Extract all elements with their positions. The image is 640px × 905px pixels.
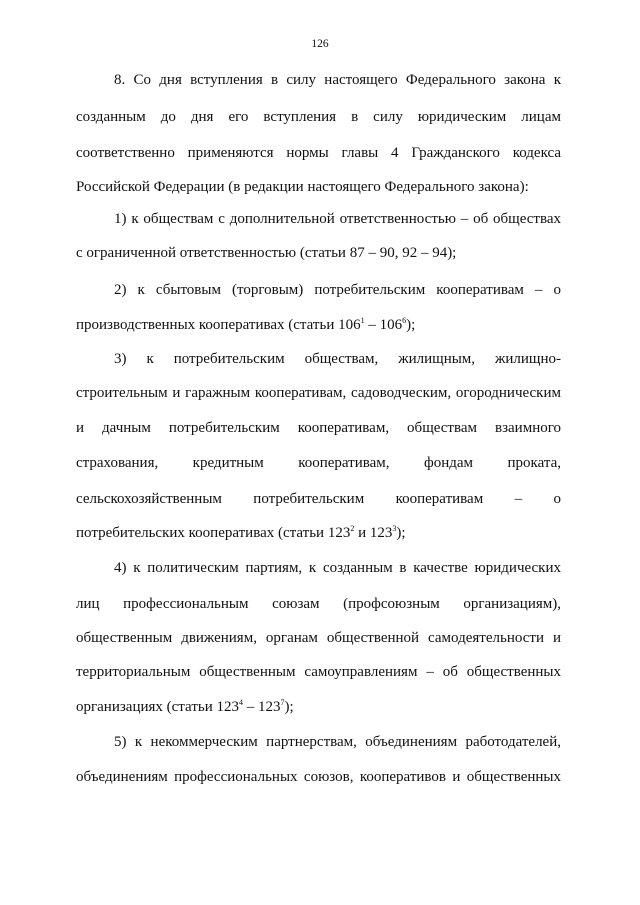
superscript: 3 [392, 524, 397, 533]
text-line: 2) к сбытовым (торговым) потребительским кооперативам – о [114, 282, 561, 298]
text-line: Российской Федерации (в редакции настоящего Федерального закона): [76, 179, 529, 195]
text-line: с ограниченной ответственностью (статьи 87 – 90, 92 – 94); [76, 245, 457, 261]
text-line [76, 523, 561, 543]
text-line: лиц профессиональным союзам (профсоюзным организациям), [76, 596, 561, 612]
text-line: соответственно применяются нормы главы 4 Гражданского кодекса [76, 145, 561, 161]
line-text: производственных кооперативах (статьи 106 [76, 317, 361, 333]
line-text: ); [284, 699, 294, 715]
superscript: 6 [402, 316, 407, 325]
line-text: – 123 [243, 699, 281, 715]
text-line: и дачным потребительским кооперативам, обществам взаимного [76, 420, 561, 436]
page-number: 126 [311, 38, 329, 50]
text-line: объединениям профессиональных союзов, кооперативов и общественных [76, 769, 561, 785]
text-line: 4) к политическим партиям, к созданным в качестве юридических [114, 560, 561, 576]
text-line: 3) к потребительским обществам, жилищным, жилищно- [114, 351, 561, 367]
text-line: общественным движениям, органам общественной самодеятельности и [76, 630, 561, 646]
superscript: 1 [360, 316, 365, 325]
superscript: 2 [350, 524, 355, 533]
line-text: – 106 [364, 317, 403, 333]
line-text: ); [406, 317, 416, 333]
line-text: ); [396, 525, 406, 541]
text-line: строительным и гаражным кооперативам, садоводческим, огородническим [76, 385, 561, 401]
superscript: 7 [280, 698, 285, 707]
line-text: потребительских кооперативах (статьи 123 [76, 525, 351, 541]
text-line: 1) к обществам с дополнительной ответственностью – об обществах [114, 211, 561, 227]
text-line: 5) к некоммерческим партнерствам, объединениям работодателей, [114, 734, 561, 750]
text-line: 8. Со дня вступления в силу настоящего Федерального закона к [114, 72, 561, 88]
text-line: территориальным общественным самоуправлениям – об общественных [76, 664, 561, 680]
text-line [76, 315, 561, 335]
superscript: 4 [239, 698, 243, 707]
line-text: организациях (статьи 123 [76, 699, 239, 715]
text-line [76, 697, 561, 717]
text-line: сельскохозяйственным потребительским кооперативам – о [76, 491, 561, 507]
text-line: созданным до дня его вступления в силу юридическим лицам [76, 109, 561, 125]
text-line: страхования, кредитным кооперативам, фондам проката, [76, 455, 561, 471]
line-text: и 123 [354, 525, 393, 541]
